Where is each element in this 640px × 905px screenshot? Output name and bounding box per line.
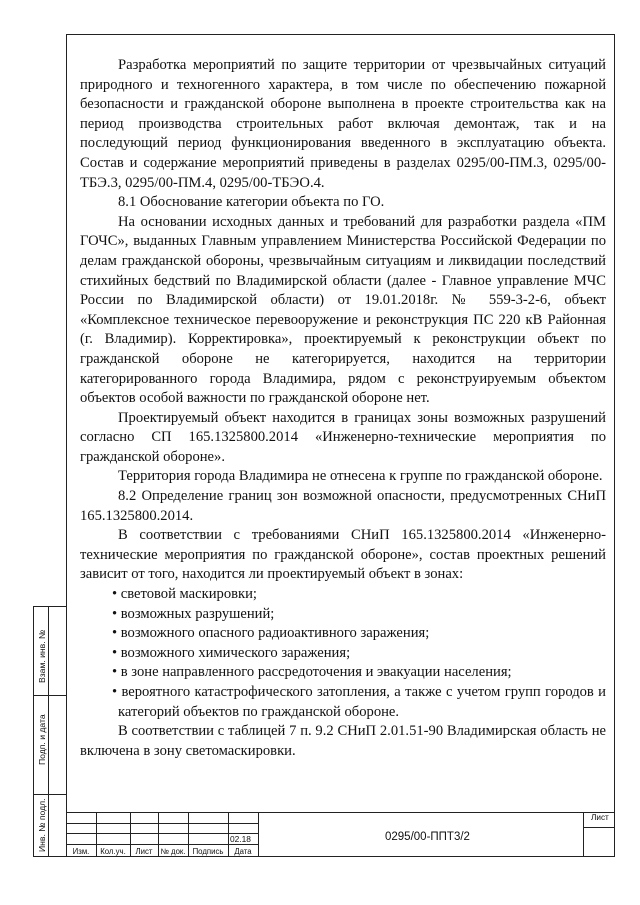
col-n-dok: № док. — [160, 847, 186, 856]
vzam-label: Взам. инв. № — [37, 629, 47, 683]
list-item: • вероятного катастрофического затопления, а также с учетом групп городов и категорий объектов по гражданской обороне. — [112, 684, 606, 720]
col-podpis: Подпись — [192, 847, 224, 856]
col-izm: Изм. — [72, 847, 90, 856]
list-item: • возможного химического заражения; — [112, 644, 351, 661]
col-list: Лист — [135, 847, 153, 856]
section-heading-8-2: 8.2 Определение границ зон возможной опасности, предусмотренных СНиП 165.1325800.2014. — [80, 488, 606, 524]
document-code: 0295/00-ППТ3/2 — [385, 831, 470, 843]
paragraph-requirements: В соответствии с требованиями СНиП 165.1325800.2014 «Инженерно-технические мероприятия по гражданской обороне», состав проектных решений зависит от того, находится ли проектируемый объект в зонах: — [80, 527, 606, 583]
date-value: 02.18 — [230, 834, 251, 844]
paragraph-category: На основании исходных данных и требований для разработки раздела «ПМ ГОЧС», выданных Главным управлением Министерства Российской Федерации по делам гражданской обороны, чрезвычайным ситуациям и ликвидации последствий стихийных бедствий по Владимирской области (далее - Главное управление МЧС России по Владимирской области) от 19.01.2018г. № 559-3-2-6, объект «Комплексное техническое перевооружение и реконструкция ПС 220 кВ Районная (г. Владимир). Корректировка», проектируемый к реконструкции объект по гражданской обороне не категорируется, находится на территории категорированного города Владимира, рядом с реконструируемым объектом объектов особой важности по гражданской обороне нет. — [80, 213, 606, 407]
list-item: • возможных разрушений; — [112, 605, 275, 622]
title-block — [66, 812, 615, 857]
binding-strip — [33, 606, 66, 857]
col-kol-uch: Кол.уч. — [100, 847, 126, 856]
paragraph-zone: Проектируемый объект находится в границах зоны возможных разрушений согласно СП 165.1325800.2014 «Инженерно-технические мероприятия по гражданской обороне». — [80, 409, 606, 465]
podp-label: Подп. и дата — [37, 714, 47, 765]
section-heading-8-1: 8.1 Обоснование категории объекта по ГО. — [118, 194, 385, 211]
paragraph-group: Территория города Владимира не отнесена к группе по гражданской обороне. — [118, 468, 603, 485]
sheet-caption: Лист — [591, 813, 609, 822]
paragraph-intro: Разработка мероприятий по защите территории от чрезвычайных ситуаций природного и техногенного характера, в том числе по обеспечению пожарной безопасности и гражданской обороне выполнена в проекте строительства как на период производства строительных работ включая демонтаж, так и на последующий период функционирования введенного в эксплуатацию объекта. Состав и содержание мероприятий приведены в разделах 0295/00-ПМ.3, 0295/00-ТБЭ.3, 0295/00-ПМ.4, 0295/00-ТБЭО.4. — [80, 57, 606, 191]
list-item: • возможного опасного радиоактивного заражения; — [112, 625, 430, 642]
col-data: Дата — [234, 847, 252, 856]
list-item: • световой маскировки; — [112, 586, 257, 603]
inv-label: Инв. № подл. — [37, 798, 47, 852]
document-body — [80, 56, 606, 761]
paragraph-final: В соответствии с таблицей 7 п. 9.2 СНиП 2.01.51-90 Владимирская область не включена в зону светомаскировки. — [80, 723, 606, 759]
list-item: • в зоне направленного рассредоточения и эвакуации населения; — [112, 664, 512, 681]
